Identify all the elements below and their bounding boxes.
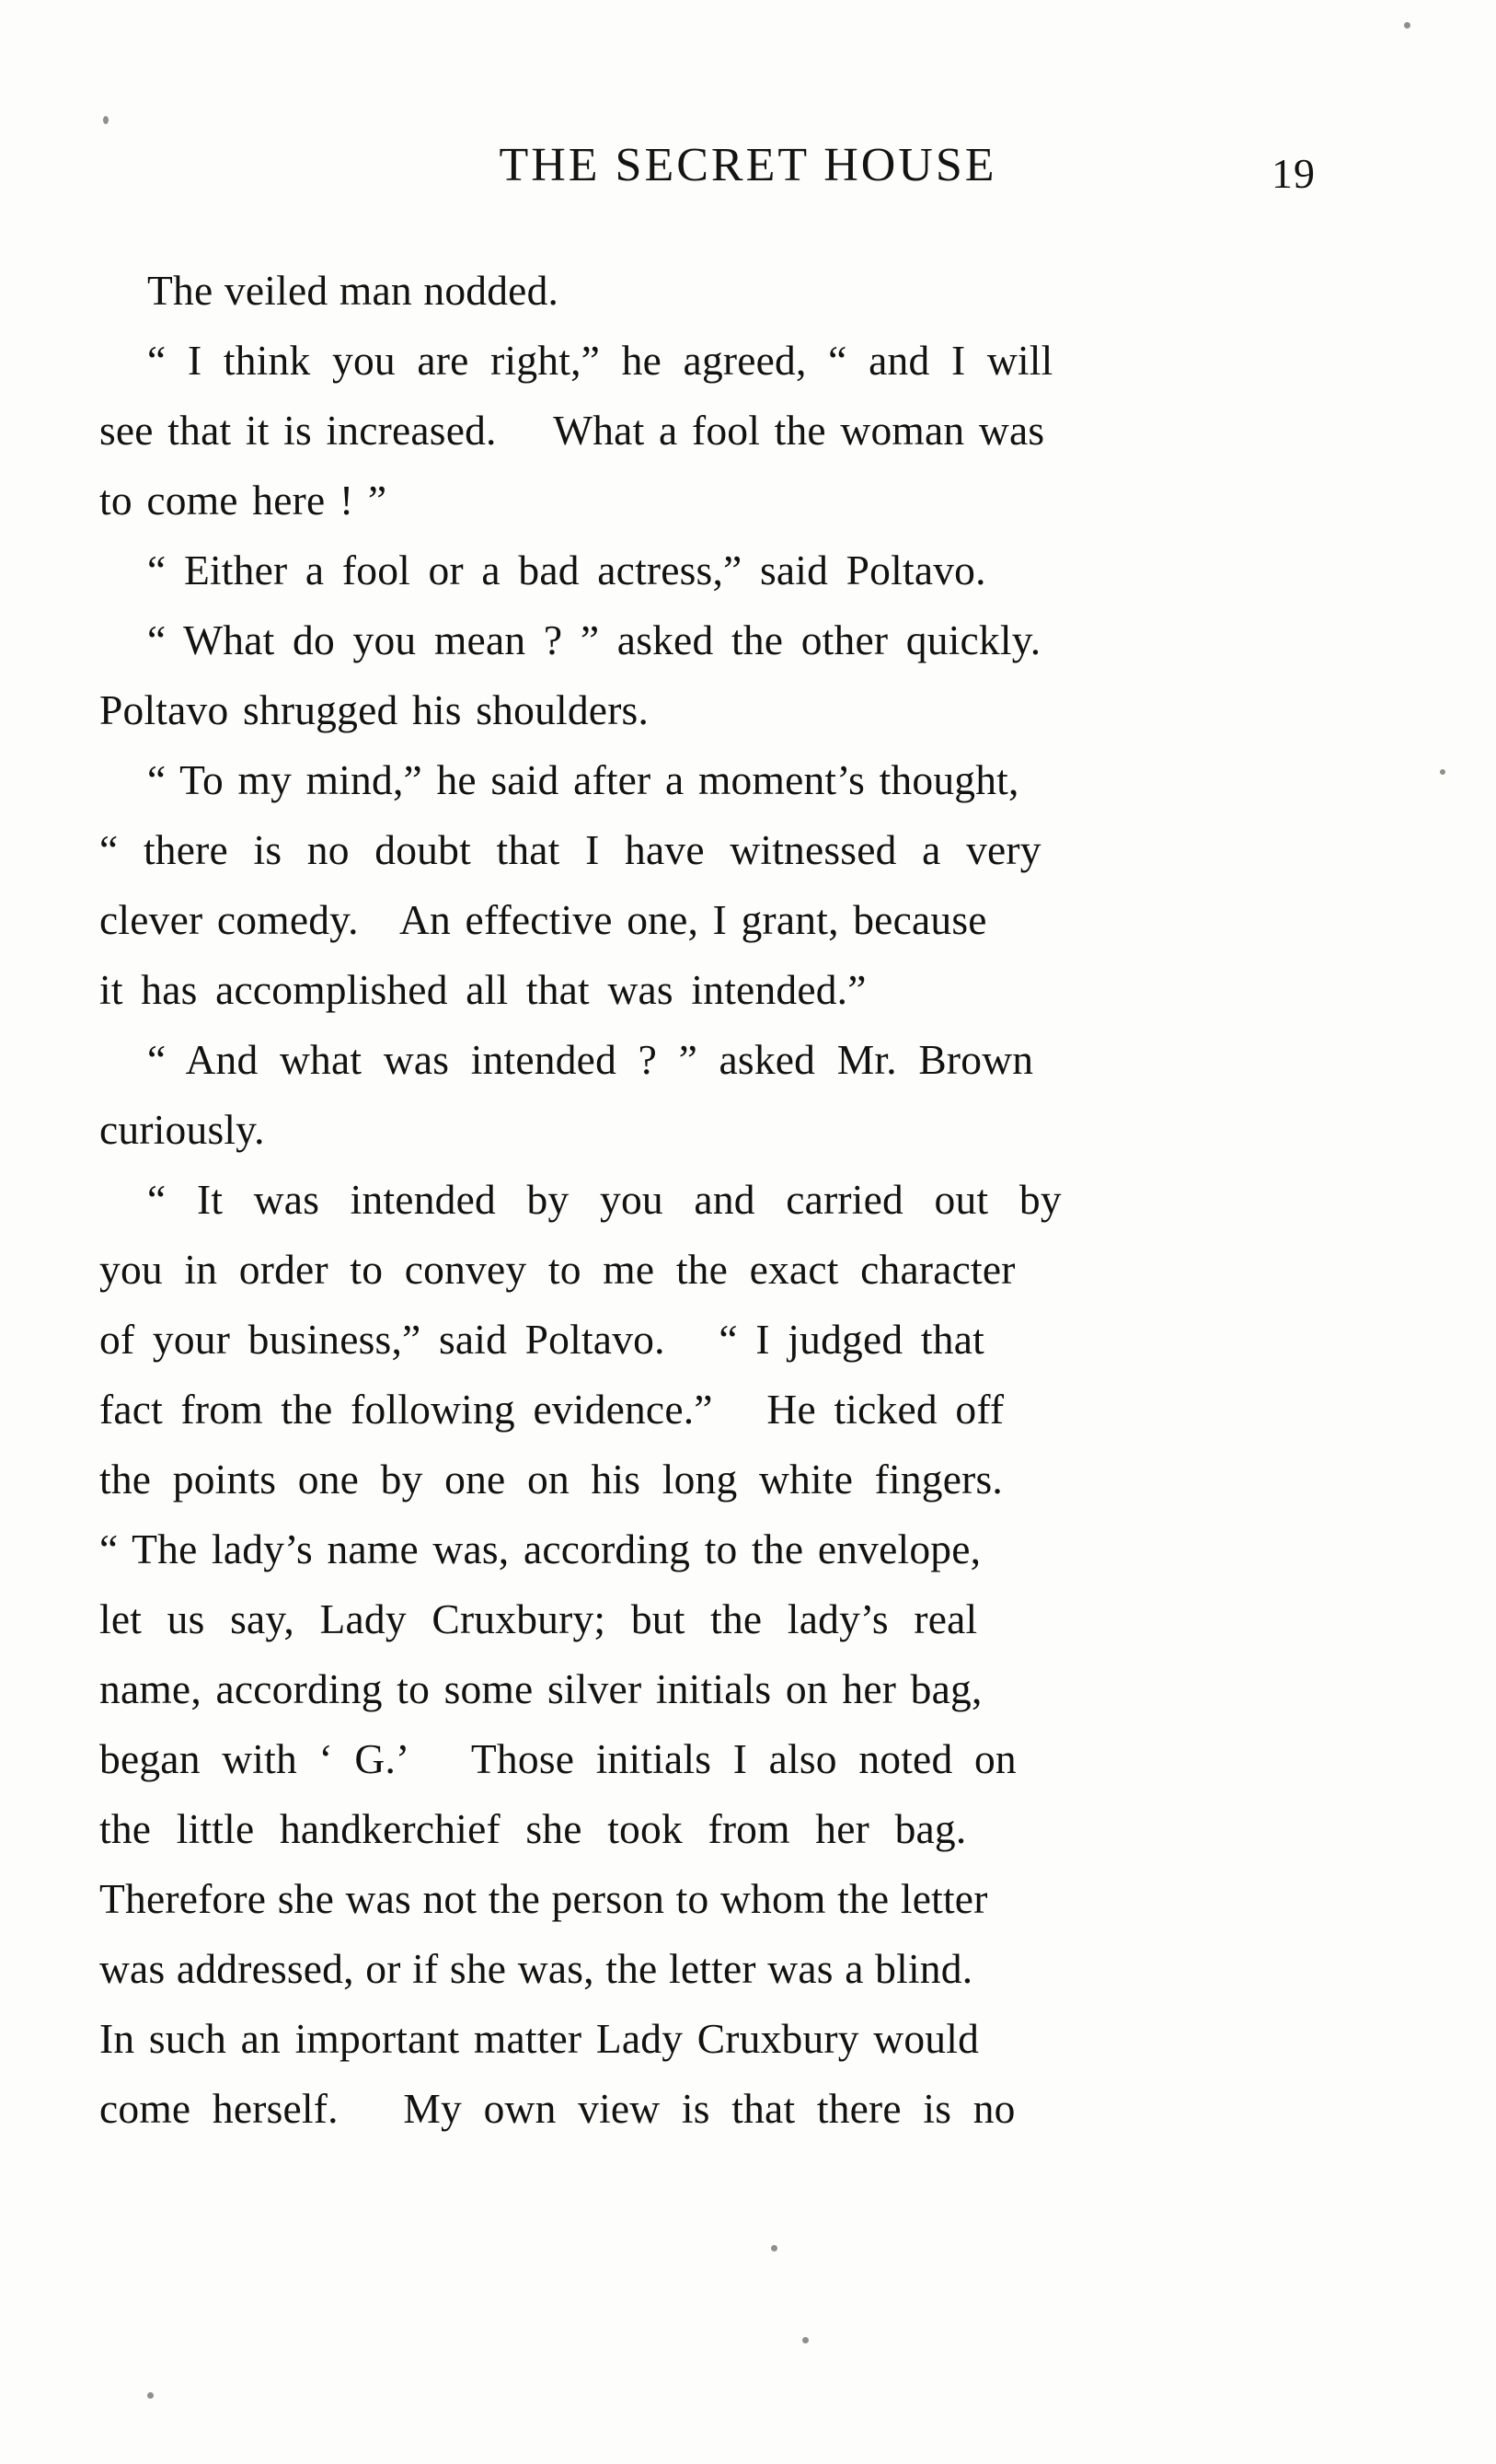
scan-speck [147, 2392, 154, 2399]
text-line: was addressed, or if she was, the letter was a blind. [99, 1945, 973, 1992]
text-line: “ To my mind,” he said after a moment’s thought, [147, 756, 1019, 803]
text-line: the points one by one on his long white fingers. [99, 1456, 1003, 1503]
text-line: In such an important matter Lady Cruxbury would [99, 2015, 980, 2062]
running-title: THE SECRET HOUSE [499, 139, 997, 191]
scan-speck [103, 116, 109, 124]
text-line: Poltavo shrugged his shoulders. [99, 686, 650, 733]
text-line: clever comedy. An effective one, I grant, because [99, 896, 987, 943]
page-number: 19 [1272, 150, 1316, 197]
text-line: come herself. My own view is that there is no [99, 2085, 1016, 2132]
scan-speck [771, 2245, 777, 2251]
scan-speck [802, 2337, 809, 2343]
text-line: Therefore she was not the person to whom the letter [99, 1875, 988, 1922]
text-line: you in order to convey to me the exact character [99, 1246, 1016, 1293]
scan-speck [1404, 22, 1410, 29]
text-line: to come here ! ” [99, 477, 387, 524]
text-line: “ What do you mean ? ” asked the other quickly. [147, 616, 1041, 663]
text-line: curiously. [99, 1106, 265, 1153]
text-line: “ It was intended by you and carried out by [147, 1176, 1062, 1223]
text-line: of your business,” said Poltavo. “ I judged that [99, 1316, 984, 1363]
text-line: “ And what was intended ? ” asked Mr. Brown [147, 1036, 1034, 1083]
text-line: name, according to some silver initials on her bag, [99, 1665, 983, 1712]
text-line: the little handkerchief she took from her bag. [99, 1805, 967, 1852]
text-line: The veiled man nodded. [147, 267, 559, 314]
scan-speck [1440, 769, 1445, 775]
text-line: see that it is increased. What a fool the woman was [99, 407, 1045, 454]
text-line: “ there is no doubt that I have witnessed a very [99, 826, 1041, 873]
text-line: fact from the following evidence.” He ticked off [99, 1386, 1005, 1433]
body-text [99, 256, 1406, 2144]
text-line: “ Either a fool or a bad actress,” said Poltavo. [147, 547, 986, 593]
text-line: it has accomplished all that was intended.” [99, 966, 867, 1013]
text-line: let us say, Lady Cruxbury; but the lady’s real [99, 1595, 978, 1642]
page-header [0, 138, 1496, 221]
text-line: began with ‘ G.’ Those initials I also noted on [99, 1735, 1017, 1782]
text-line: “ The lady’s name was, according to the envelope, [99, 1526, 982, 1572]
text-line: “ I think you are right,” he agreed, “ and I will [147, 337, 1053, 384]
